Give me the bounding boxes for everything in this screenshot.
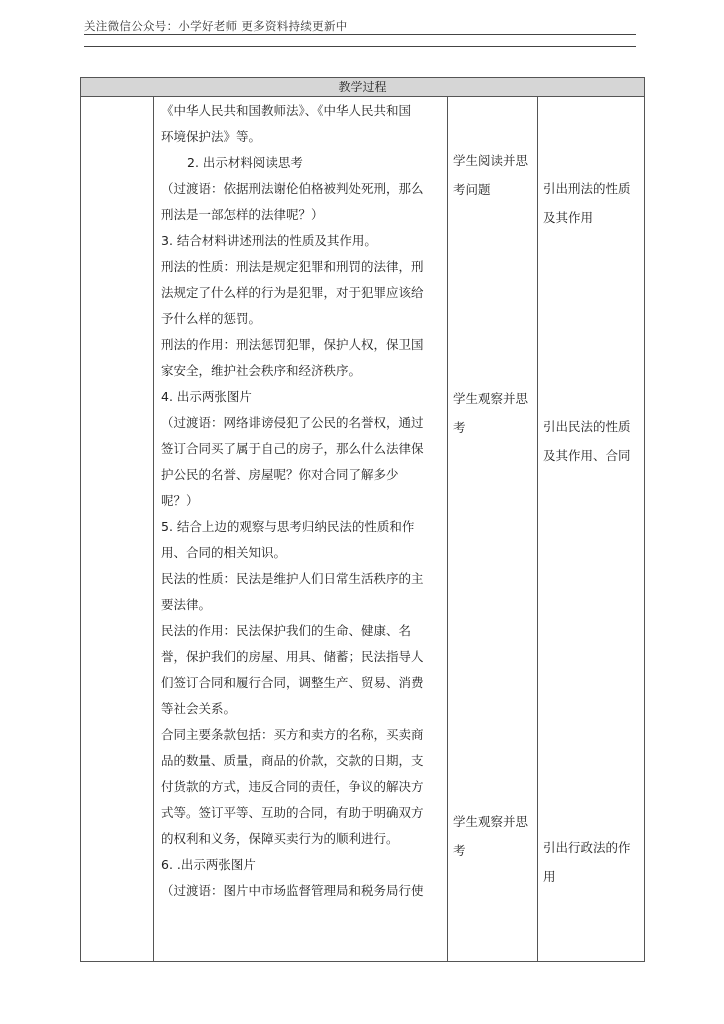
content-line: 环境保护法》等。 <box>161 129 262 144</box>
content-line: 民法的性质：民法是维护人们日常生活秩序的主 <box>161 571 424 586</box>
student-activity-line: 考问题 <box>453 182 491 197</box>
content-line: 法规定了什么样的行为是犯罪，对于犯罪应该给 <box>161 285 424 300</box>
content-line: 要法律。 <box>161 597 212 612</box>
content-line: 6. .出示两张图片 <box>161 857 256 872</box>
design-purpose-line: 引出刑法的性质 <box>543 181 631 196</box>
content-line: 等社会关系。 <box>161 701 237 716</box>
design-purpose-cell <box>543 412 639 470</box>
content-line: 4. 出示两张图片 <box>161 389 252 404</box>
content-line: 合同主要条款包括：买方和卖方的名称，买卖商 <box>161 727 424 742</box>
content-line: 式等。签订平等、互助的合同，有助于明确双方 <box>161 805 424 820</box>
content-line: 刑法是一部怎样的法律呢？） <box>161 207 324 222</box>
content-line: 们签订合同和履行合同，调整生产、贸易、消费 <box>161 675 424 690</box>
content-line: 3. 结合材料讲述刑法的性质及其作用。 <box>161 233 377 248</box>
content-line: 用、合同的相关知识。 <box>161 545 287 560</box>
design-purpose-cell <box>543 833 639 891</box>
design-purpose-line: 及其作用、合同 <box>543 448 631 463</box>
student-activity-line: 学生阅读并思 <box>453 153 529 168</box>
content-line: 付货款的方式，违反合同的责任，争议的解决方 <box>161 779 424 794</box>
table-title: 教学过程 <box>81 78 644 97</box>
content-line: 家安全，维护社会秩序和经济秩序。 <box>161 363 362 378</box>
student-activity-line: 学生观察并思 <box>453 391 529 406</box>
content-line: 刑法的性质：刑法是规定犯罪和刑罚的法律，刑 <box>161 259 424 274</box>
header-rule-top <box>84 34 636 35</box>
content-line: 《中华人民共和国教师法》、《中华人民共和国 <box>161 103 412 118</box>
content-line: 2. 出示材料阅读思考 <box>187 155 303 170</box>
page-header-text: 关注微信公众号：小学好老师 更多资料持续更新中 <box>84 19 348 33</box>
content-line: 民法的作用：民法保护我们的生命、健康、名 <box>161 623 412 638</box>
student-activity-cell <box>453 807 535 865</box>
content-line: 签订合同买了属于自己的房子，那么什么法律保 <box>161 441 424 456</box>
student-activity-line: 学生观察并思 <box>453 814 529 829</box>
content-line: 予什么样的惩罚。 <box>161 311 262 326</box>
column-divider <box>447 96 448 961</box>
student-activity-cell <box>453 146 535 204</box>
content-line: （过渡语：依据刑法谢伦伯格被判处死刑，那么 <box>161 181 424 196</box>
content-line: （过渡语：网络诽谤侵犯了公民的名誉权，通过 <box>161 415 424 430</box>
teaching-content-cell <box>161 98 443 904</box>
teaching-process-table <box>80 77 645 962</box>
content-line: （过渡语：图片中市场监督管理局和税务局行使 <box>161 883 424 898</box>
content-line: 品的数量、质量，商品的价款，交款的日期，支 <box>161 753 424 768</box>
header-rule-bottom <box>84 46 636 47</box>
column-divider <box>153 96 154 961</box>
student-activity-cell <box>453 384 535 442</box>
student-activity-line: 考 <box>453 420 466 435</box>
content-line: 誉，保护我们的房屋、用具、储蓄；民法指导人 <box>161 649 424 664</box>
content-line: 的权利和义务，保障买卖行为的顺利进行。 <box>161 831 399 846</box>
student-activity-line: 考 <box>453 843 466 858</box>
content-line: 刑法的作用：刑法惩罚犯罪，保护人权，保卫国 <box>161 337 424 352</box>
design-purpose-line: 引出民法的性质 <box>543 419 631 434</box>
content-line: 护公民的名誉、房屋呢？你对合同了解多少 <box>161 467 399 482</box>
content-line: 5. 结合上边的观察与思考归纳民法的性质和作 <box>161 519 415 534</box>
column-divider <box>537 96 538 961</box>
design-purpose-line: 用 <box>543 869 556 884</box>
content-line: 呢？） <box>161 493 199 508</box>
design-purpose-line: 及其作用 <box>543 210 594 225</box>
design-purpose-line: 引出行政法的作 <box>543 840 631 855</box>
design-purpose-cell <box>543 174 639 232</box>
